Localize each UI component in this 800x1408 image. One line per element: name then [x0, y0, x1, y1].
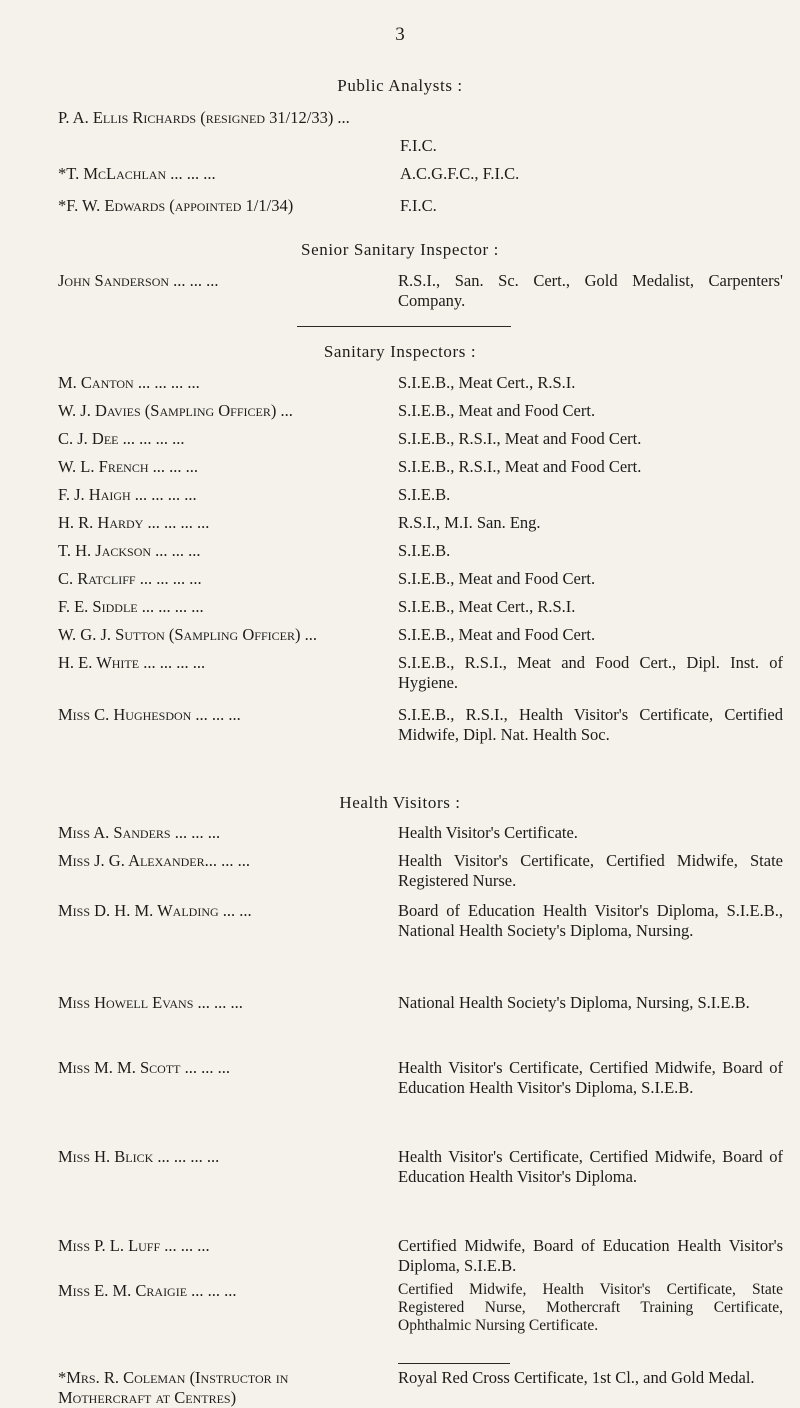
entry-qualification: Health Visitor's Certificate.: [398, 823, 578, 842]
entry-name: P. A. Ellis Richards (resigned 31/12/33) ...: [58, 108, 350, 127]
entry-name: F. J. Haigh ... ... ... ...: [58, 485, 197, 504]
entry-name: W. J. Davies (Sampling Officer) ...: [58, 401, 293, 420]
entry-name: Miss D. H. M. Walding ... ...: [58, 901, 252, 920]
page-number: 3: [395, 24, 405, 45]
entry-name: *T. McLachlan ... ... ...: [58, 164, 216, 183]
entry-name: *Mrs. R. Coleman (Instructor in Mothercraft at Centres): [58, 1368, 289, 1407]
entry-qualification: F.I.C.: [400, 196, 437, 215]
entry-qualification: Royal Red Cross Certificate, 1st Cl., and Gold Medal.: [398, 1368, 755, 1387]
entry-qualification: Board of Education Health Visitor's Diploma, S.I.E.B., National Health Society's Diploma, Nursing.: [398, 901, 783, 940]
entry-name: Miss J. G. Alexander... ... ...: [58, 851, 251, 870]
entry-coleman: [58, 1368, 783, 1407]
entry-qualification: Health Visitor's Certificate, Certified Midwife, State Registered Nurse.: [398, 851, 783, 890]
entry-name: C. Ratcliff ... ... ... ...: [58, 569, 202, 588]
entry-qualification: S.I.E.B.: [398, 541, 451, 560]
entry-qualification: S.I.E.B., R.S.I., Health Visitor's Certificate, Certified Midwife, Dipl. Nat. Health Soc.: [398, 705, 783, 744]
section-divider: [398, 1363, 510, 1364]
entry-name: Miss A. Sanders ... ... ...: [58, 823, 221, 842]
entry-name: Miss P. L. Luff ... ... ...: [58, 1236, 210, 1255]
entry-qualification: R.S.I., San. Sc. Cert., Gold Medalist, Carpenters' Company.: [398, 271, 783, 310]
heading-public-analysts: Public Analysts :: [337, 76, 463, 95]
entry-name: H. E. White ... ... ... ...: [58, 653, 206, 672]
section-divider: [297, 326, 511, 327]
heading-sanitary-inspectors: Sanitary Inspectors :: [323, 342, 477, 361]
entry-qualification: A.C.G.F.C., F.I.C.: [400, 164, 520, 183]
entry-qualification: S.I.E.B., R.S.I., Meat and Food Cert.: [398, 457, 642, 476]
entry-name: *F. W. Edwards (appointed 1/1/34): [58, 196, 294, 215]
entry-qualification: Certified Midwife, Board of Education Health Visitor's Diploma, S.I.E.B.: [398, 1236, 783, 1275]
entry-qualification: S.I.E.B., R.S.I., Meat and Food Cert., Dipl. Inst. of Hygiene.: [398, 653, 783, 692]
entry-name: Miss C. Hughesdon ... ... ...: [58, 705, 241, 724]
entry-qualification: S.I.E.B., Meat Cert., R.S.I.: [398, 373, 576, 392]
entry-name: C. J. Dee ... ... ... ...: [58, 429, 185, 448]
heading-health-visitors: Health Visitors :: [339, 793, 461, 812]
entry-qualification: S.I.E.B., Meat Cert., R.S.I.: [398, 597, 576, 616]
entry-qualification: Certified Midwife, Health Visitor's Certificate, State Registered Nurse, Mothercraft Training Certificate, Ophthalmic Nursing Certificate.: [398, 1281, 783, 1334]
entry-qualification: S.I.E.B., Meat and Food Cert.: [398, 625, 596, 644]
entry-name: Miss M. M. Scott ... ... ...: [58, 1058, 230, 1077]
entry-name: F. E. Siddle ... ... ... ...: [58, 597, 204, 616]
entry-name: Miss E. M. Craigie ... ... ...: [58, 1281, 237, 1300]
entry-qualification: R.S.I., M.I. San. Eng.: [398, 513, 541, 532]
entry-name: H. R. Hardy ... ... ... ...: [58, 513, 210, 532]
entry-name: Miss H. Blick ... ... ... ...: [58, 1147, 220, 1166]
entry-qualification: S.I.E.B., Meat and Food Cert.: [398, 401, 596, 420]
entry-name: W. L. French ... ... ...: [58, 457, 198, 476]
entry-qualification: Health Visitor's Certificate, Certified Midwife, Board of Education Health Visitor's Diploma, S.I.E.B.: [398, 1058, 783, 1097]
entry-name: Miss Howell Evans ... ... ...: [58, 993, 243, 1012]
entry-qualification: Health Visitor's Certificate, Certified Midwife, Board of Education Health Visitor's Diploma.: [398, 1147, 783, 1186]
entry-name: M. Canton ... ... ... ...: [58, 373, 200, 392]
entry-qualification: S.I.E.B.: [398, 485, 451, 504]
entry-qualification: S.I.E.B., Meat and Food Cert.: [398, 569, 596, 588]
heading-senior-sanitary-inspector: Senior Sanitary Inspector :: [301, 240, 499, 259]
entry-qualification: S.I.E.B., R.S.I., Meat and Food Cert.: [398, 429, 642, 448]
entry-name: John Sanderson ... ... ...: [58, 271, 219, 290]
entry-qualification: F.I.C.: [400, 136, 437, 155]
entry-name: W. G. J. Sutton (Sampling Officer) ...: [58, 625, 317, 644]
entry-name: T. H. Jackson ... ... ...: [58, 541, 201, 560]
entry-qualification: National Health Society's Diploma, Nursing, S.I.E.B.: [398, 993, 750, 1012]
